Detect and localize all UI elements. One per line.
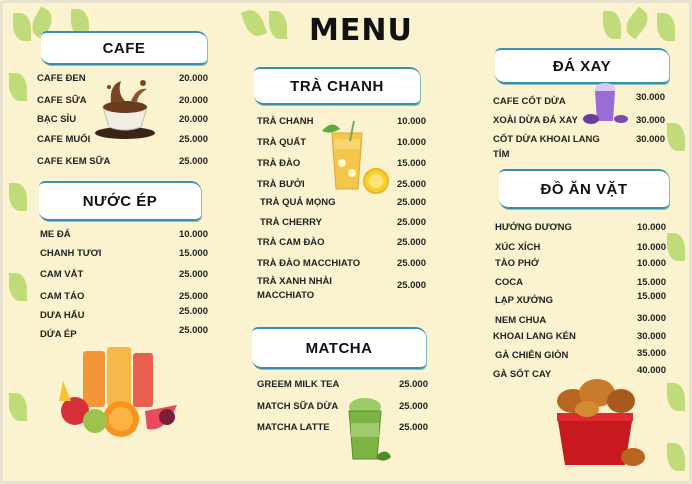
item-price: 10.000 [636,258,666,269]
item-price: 25.000 [178,156,208,167]
leaf-decoration [9,183,27,211]
menu-item: XOÀI DỪA ĐÁ XAY [493,115,578,126]
menu-item: TÀO PHỚ [495,258,539,269]
item-price: 25.000 [178,134,208,145]
item-price: 25.000 [398,379,428,390]
item-price: 25.000 [396,258,426,269]
leaf-decoration [667,443,685,471]
snacks-heading-label: ĐỒ ĂN VẶT [540,180,628,198]
item-price: 10.000 [636,222,666,233]
menu-item: DỨA ÉP [40,329,77,340]
menu-item: CAFE SỮA [37,95,87,106]
item-price: 25.000 [398,401,428,412]
menu-item: TRÀ CHERRY [260,217,322,228]
page-title: MENU [309,13,413,48]
item-price: 20.000 [178,95,208,106]
menu-item: TRÀ QUẢ MỌNG [260,197,336,208]
item-price: 15.000 [636,277,666,288]
item-price: 40.000 [636,365,666,376]
cafe-heading-label: CAFE [102,39,146,57]
item-price: 25.000 [178,269,208,280]
menu-item-line1: CỐT DỪA KHOAI LANG [493,134,600,145]
menu-item: MATCH SỮA DỪA [257,401,339,412]
juice-heading [39,181,201,221]
item-price: 25.000 [178,325,208,336]
menu-item: TRÀ CAM ĐÀO [257,237,325,248]
item-price: 35.000 [636,348,666,359]
menu-item: TRÀ QUẤT [257,137,307,148]
item-price: 10.000 [178,229,208,240]
menu-item: KHOAI LANG KÉN [493,331,576,342]
matcha-heading [252,327,426,369]
menu-item: CAFE ĐEN [37,73,86,84]
item-price: 25.000 [178,291,208,302]
item-price: 30.000 [636,313,666,324]
menu-item: HƯỚNG DƯƠNG [495,222,572,233]
menu-item: ME ĐÁ [40,229,71,240]
item-price: 20.000 [178,73,208,84]
item-price: 20.000 [178,114,208,125]
menu-item: TRÀ ĐÀO [257,158,301,169]
blended-heading [495,48,669,84]
item-price: 15.000 [178,248,208,259]
menu-item-line2: TÍM [493,149,510,160]
menu-item: GREEM MILK TEA [257,379,340,390]
menu-item-line1: TRÀ XANH NHÀI [257,276,332,287]
item-price: 25.000 [396,280,426,291]
item-price: 30.000 [635,115,665,126]
item-price: 25.000 [396,197,426,208]
item-price: 30.000 [636,331,666,342]
juice-heading-label: NƯỚC ÉP [82,192,158,210]
menu-item: COCA [495,277,523,288]
menu-item: NEM CHUA [495,315,547,326]
juice-glasses-image [55,341,185,441]
leaf-decoration [9,273,27,301]
matcha-heading-label: MATCHA [305,339,373,357]
leaf-decoration [269,11,287,39]
item-price: 25.000 [396,237,426,248]
item-price: 10.000 [396,137,426,148]
menu-item: CHANH TƯƠI [40,248,102,259]
menu-item-line2: MACCHIATO [257,290,315,301]
menu-item: TRÀ BƯỞI [257,179,305,190]
coffee-cup-image [91,77,159,141]
menu-item: BẠC SỈU [37,114,77,125]
menu-item: DƯA HẤU [40,310,85,321]
cafe-heading [41,31,207,65]
menu-item: LẠP XƯỞNG [495,295,554,306]
lemon-tea-heading-label: TRÀ CHANH [290,77,384,95]
lemon-tea-image [318,117,390,197]
leaf-decoration [657,13,675,41]
item-price: 10.000 [636,242,666,253]
menu-item: CAFE KEM SỮA [37,156,111,167]
leaf-decoration [667,233,685,261]
menu-item: GÀ CHIÊN GIÒN [495,350,569,361]
item-price: 25.000 [398,422,428,433]
item-price: 25.000 [178,306,208,317]
taro-smoothie-image [583,81,629,127]
leaf-decoration [9,73,27,101]
menu-item: TRÀ ĐÀO MACCHIATO [257,258,361,269]
item-price: 25.000 [396,217,426,228]
item-price: 30.000 [635,134,665,145]
menu-item: GÀ SỐT CAY [493,369,552,380]
menu-item: TRÀ CHANH [257,116,314,127]
lemon-tea-heading [254,67,420,105]
item-price: 10.000 [396,116,426,127]
leaf-decoration [667,123,685,151]
matcha-cup-image [341,395,393,467]
leaf-decoration [603,11,621,39]
menu-item: CAFE MUỐI [37,134,91,145]
item-price: 15.000 [396,158,426,169]
blended-heading-label: ĐÁ XAY [552,57,612,75]
leaf-decoration [9,393,27,421]
menu-item: XÚC XÍCH [495,242,541,253]
menu-item: CAFE CỐT DỪA [493,96,566,107]
menu-item: CAM VẮT [40,269,84,280]
snacks-heading [499,169,669,209]
fried-chicken-bucket-image [543,371,647,469]
leaf-decoration [13,13,31,41]
item-price: 25.000 [396,179,426,190]
leaf-decoration [667,383,685,411]
leaf-decoration [241,7,267,39]
item-price: 30.000 [635,92,665,103]
item-price: 15.000 [636,291,666,302]
menu-item: MATCHA LATTE [257,422,330,433]
menu-item: CAM TÁO [40,291,85,302]
leaf-decoration [621,6,653,39]
